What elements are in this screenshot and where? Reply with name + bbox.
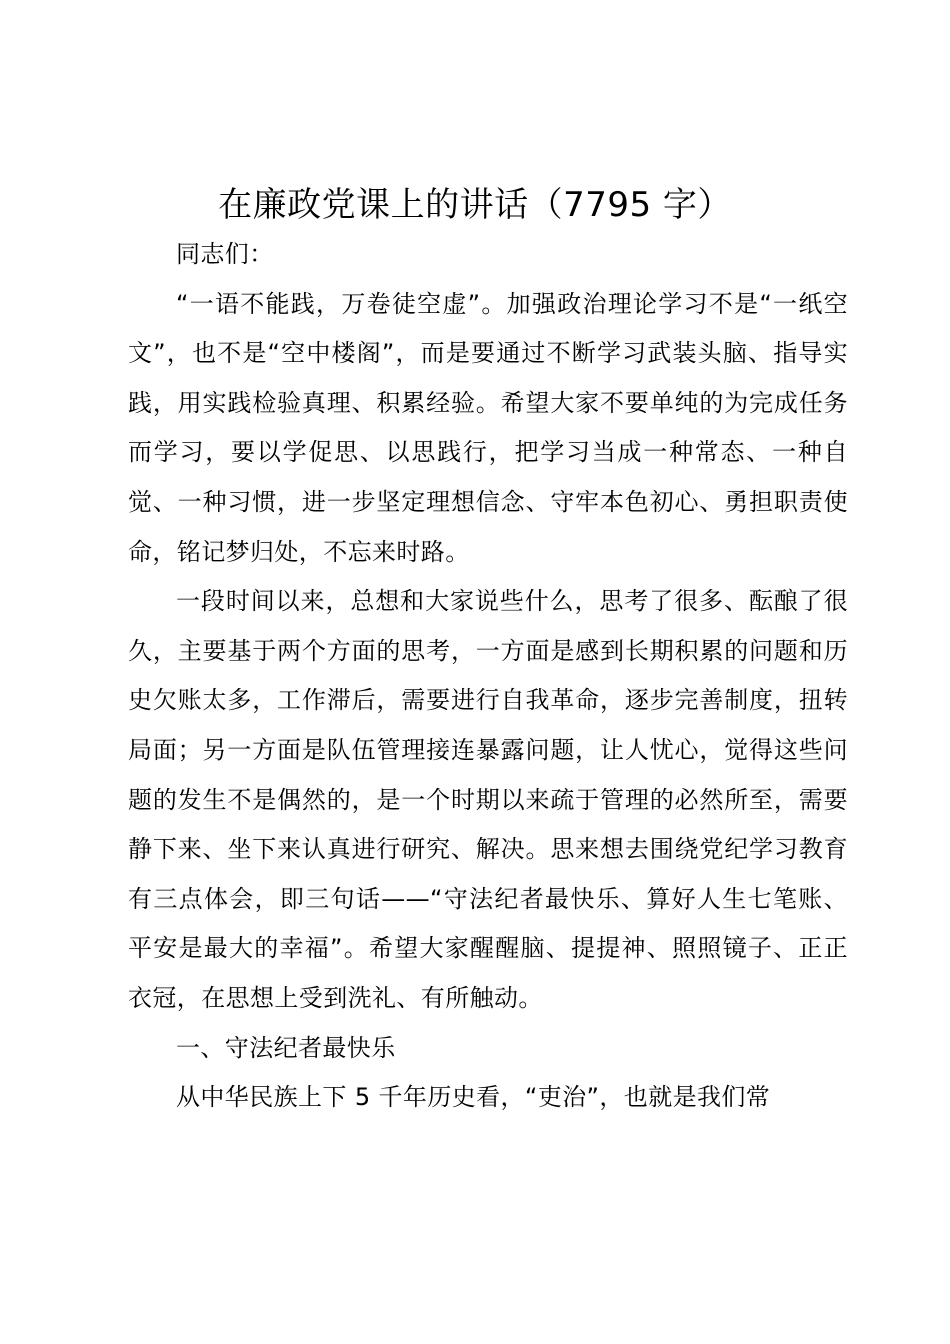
salutation: 同志们：: [176, 240, 274, 268]
section-heading: 一、守法纪者最快乐: [176, 1033, 396, 1062]
document-title: 在廉政党课上的讲话（7795 字）: [218, 185, 732, 225]
paragraph-2: 一段时间以来，总想和大家说些什么，思考了很多、酝酿了很久，主要基于两个方面的思考，一方面是感到长期积累的问题和历史欠账太多，工作滞后，需要进行自我革命，逐步完善制度，扭转局面；另一方面是队伍管理接连暴露问题，让人忧心，觉得这些问题的发生不是偶然的，是一个时期以来疏于管理的必然所至，需要静下来、坐下来认真进行研究、解决。思来想去围绕党纪学习教育有三点体会，即三句话——“守法纪者最快乐、算好人生七笔账、平安是最大的幸福”。希望大家醒醒脑、提提神、照照镜子、正正衣冠，在思想上受到洗礼、有所触动。: [128, 587, 848, 1012]
paragraph-1: “一语不能践，万卷徒空虚”。加强政治理论学习不是“一纸空文”，也不是“空中楼阁”，而是要通过不断学习武装头脑、指导实践，用实践检验真理、积累经验。希望大家不要单纯的为完成任务而学习，要以学促思、以思践行，把学习当成一种常态、一种自觉、一种习惯，进一步坚定理想信念、守牢本色初心、勇担职责使命，铭记梦归处，不忘来时路。: [128, 289, 848, 566]
section-paragraph: 从中华民族上下 5 千年历史看，“吏治”，也就是我们常: [176, 1083, 771, 1112]
document-body: [128, 230, 848, 1123]
